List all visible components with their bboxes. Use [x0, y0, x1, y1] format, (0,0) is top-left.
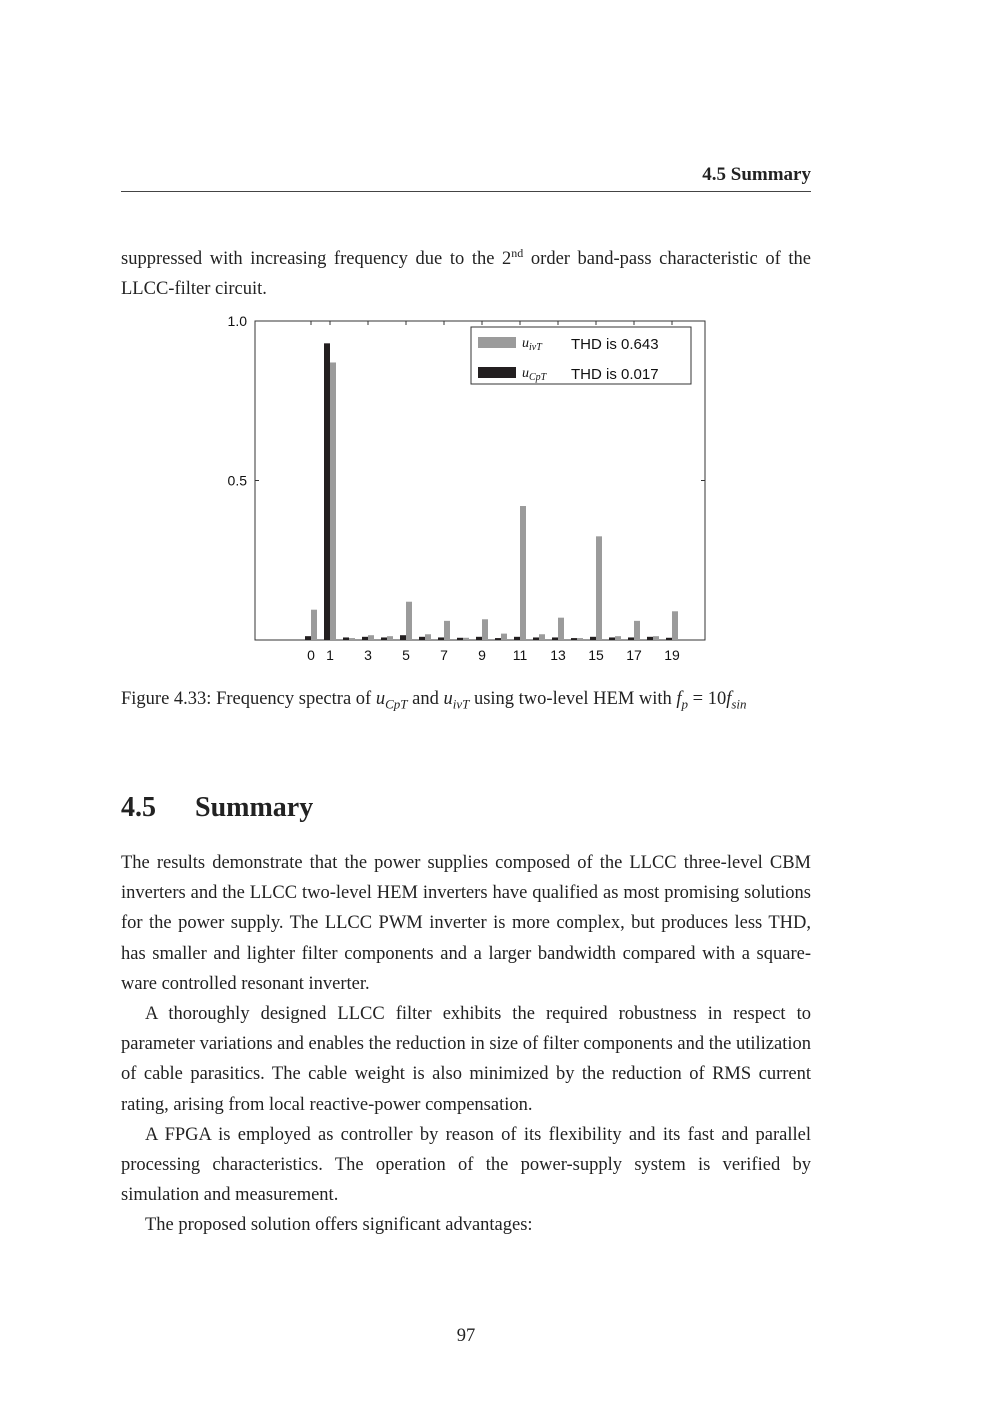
bar-u_ivT-8: [463, 638, 469, 640]
summary-paragraph-4: The proposed solution offers significant advantages:: [145, 1215, 533, 1235]
bar-u_CpT-16: [609, 637, 615, 640]
summary-paragraph-1: The results demonstrate that the power supplies composed of the LLCC three-level CBM inverters and the LLCC two-level HEM inverters have qualified as most promising solutions for the power supply. The LLCC PWM inverter is more complex, but produces less THD, has smaller and lighter filter components and a larger bandwidth compared with a square-ware controlled resonant inverter.: [121, 853, 811, 994]
section-heading: [121, 792, 313, 824]
legend-thd-u_CpT: THD is 0.017: [571, 366, 659, 383]
bar-u_ivT-6: [425, 634, 431, 640]
caption-text: Figure 4.33: Frequency spectra of: [121, 689, 376, 709]
bar-u_ivT-18: [653, 636, 659, 640]
bar-u_ivT-0: [311, 610, 317, 640]
bar-u_CpT-1: [324, 343, 330, 640]
y-tick-label: 1.0: [227, 313, 247, 329]
bar-u_CpT-15: [590, 637, 596, 640]
bar-u_CpT-19: [666, 638, 672, 640]
caption-subscript-cpt: CpT: [385, 696, 408, 712]
bar-chart: [200, 308, 720, 670]
legend-symbol-u_CpT: $u_{CpT}$: [522, 366, 547, 383]
frequency-spectrum-figure: [200, 308, 720, 670]
bar-u_CpT-18: [647, 637, 653, 640]
bar-u_CpT-10: [495, 638, 501, 640]
bar-u_ivT-10: [501, 634, 507, 640]
bar-u_CpT-4: [381, 637, 387, 640]
caption-symbol-f: f: [676, 689, 682, 709]
bar-u_ivT-17: [634, 621, 640, 640]
section-number: 4.5: [121, 792, 156, 823]
x-tick-label: 9: [478, 647, 486, 663]
x-tick-label: 1: [326, 647, 334, 663]
bar-u_CpT-11: [514, 637, 520, 640]
bar-u_ivT-11: [520, 506, 526, 640]
x-tick-label: 3: [364, 647, 372, 663]
x-tick-label: 7: [440, 647, 448, 663]
bar-u_CpT-8: [457, 638, 463, 640]
bar-u_CpT-7: [438, 637, 444, 640]
intro-text-2: order band-pass characteristic of the LLCC-filter circuit.: [121, 249, 811, 300]
bar-u_ivT-5: [406, 602, 412, 640]
bar-u_ivT-3: [368, 635, 374, 640]
intro-paragraph: [121, 238, 811, 305]
caption-subscript-p: p: [681, 696, 689, 712]
bar-u_CpT-14: [571, 638, 577, 640]
x-tick-label: 11: [512, 647, 528, 663]
y-tick-label: 0.5: [227, 472, 247, 489]
caption-subscript-ivt: ivT: [452, 696, 470, 712]
x-tick-label: 15: [588, 647, 604, 663]
bar-u_CpT-2: [343, 637, 349, 640]
bar-u_CpT-17: [628, 637, 634, 640]
summary-paragraph-2: A thoroughly designed LLCC filter exhibits the required robustness in respect to parameter variations and enables the reduction in size of filter components and the utilization of cable parasitics. The cable weight is also minimized by the reduction of RMS current rating, arising from local reactive-power compensation.: [121, 1004, 811, 1115]
x-tick-label: 19: [664, 647, 680, 663]
bar-u_CpT-9: [476, 637, 482, 640]
bar-u_ivT-12: [539, 634, 545, 640]
x-tick-label: 0: [307, 647, 315, 663]
caption-text-using: using two-level HEM with: [469, 689, 677, 709]
bar-u_CpT-13: [552, 637, 558, 640]
bar-u_CpT-6: [419, 637, 425, 640]
bar-u_CpT-5: [400, 635, 406, 640]
intro-text-1: suppressed with increasing frequency due to the 2: [121, 249, 512, 270]
bar-u_ivT-2: [349, 638, 355, 640]
caption-subscript-sin: sin: [731, 696, 747, 712]
bar-u_ivT-15: [596, 536, 602, 640]
caption-symbol-f2: f: [726, 689, 732, 709]
bar-u_ivT-19: [672, 611, 678, 640]
bar-u_ivT-7: [444, 621, 450, 640]
legend-thd-u_ivT: THD is 0.643: [571, 336, 659, 353]
bar-u_ivT-13: [558, 618, 564, 640]
page-number: 97: [456, 1326, 476, 1346]
bar-u_CpT-0: [305, 636, 311, 640]
chart-bars: [305, 343, 678, 640]
bar-u_CpT-12: [533, 637, 539, 640]
bar-u_ivT-9: [482, 619, 488, 640]
caption-text-and: and: [407, 689, 444, 709]
legend-swatch-u_ivT: [478, 337, 516, 348]
bar-u_ivT-16: [615, 636, 621, 640]
legend-swatch-u_CpT: [478, 367, 516, 378]
caption-text-eq: = 10: [688, 689, 727, 709]
bar-u_ivT-4: [387, 636, 393, 640]
summary-paragraph-3: A FPGA is employed as controller by reason of its flexibility and its fast and parallel processing characteristics. The operation of the power-supply system is verified by simulation and measurement.: [121, 1125, 811, 1206]
chart-legend: [471, 327, 691, 384]
legend-symbol-u_ivT: $u_{ivT}$: [522, 336, 542, 353]
bar-u_ivT-14: [577, 638, 583, 640]
x-tick-label: 13: [550, 647, 566, 663]
bar-u_ivT-1: [330, 362, 336, 640]
caption-symbol-u2: u: [443, 689, 453, 709]
running-head: 4.5 Summary: [702, 164, 811, 185]
caption-symbol-u: u: [375, 689, 386, 709]
x-tick-label: 17: [626, 647, 642, 663]
header-rule: [121, 191, 811, 192]
figure-caption: [121, 686, 811, 718]
intro-superscript: nd: [511, 246, 524, 260]
bar-u_CpT-3: [362, 637, 368, 640]
x-tick-label: 5: [402, 647, 410, 663]
section-title: Summary: [195, 792, 314, 823]
